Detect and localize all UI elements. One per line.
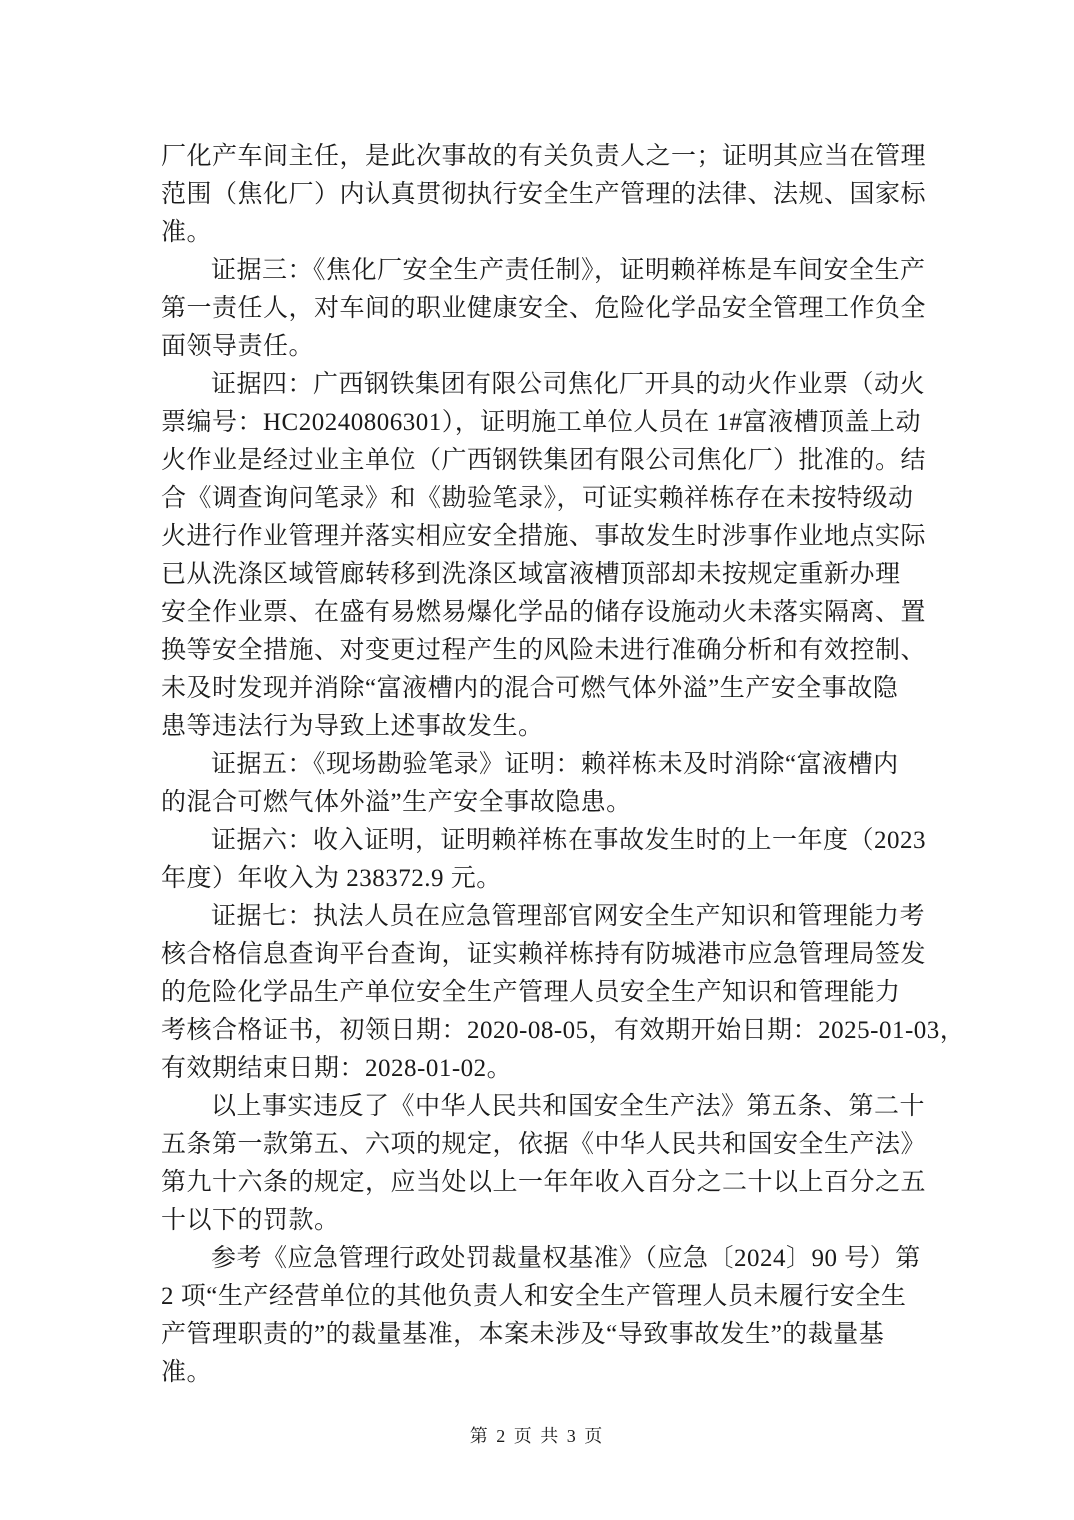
text-line: 厂化产车间主任，是此次事故的有关负责人之一；证明其应当在管理 [161,143,927,170]
paragraph [161,252,927,366]
text-line: 证据六：收入证明，证明赖祥栋在事故发生时的上一年度（2023 [211,827,927,854]
text-line: 证据三：《焦化厂安全生产责任制》，证明赖祥栋是车间安全生产 [211,257,926,284]
text-line: 的危险化学品生产单位安全生产管理人员安全生产知识和管理能力 [161,979,901,1006]
text-line: 范围（焦化厂）内认真贯彻执行安全生产管理的法律、法规、国家标 [161,181,927,208]
text-line: 患等违法行为导致上述事故发生。 [161,713,544,740]
text-line: 安全作业票、在盛有易燃易爆化学品的储存设施动火未落实隔离、置 [161,599,927,626]
text-line: 证据五：《现场勘验笔录》证明：赖祥栋未及时消除“富液槽内 [211,751,899,778]
page-footer [0,1422,1074,1450]
text-line: 2 项“生产经营单位的其他负责人和安全生产管理人员未履行安全生 [161,1283,907,1310]
text-line: 证据七：执法人员在应急管理部官网安全生产知识和管理能力考 [211,903,926,930]
text-line: 火进行作业管理并落实相应安全措施、事故发生时涉事作业地点实际 [161,523,927,550]
text-line: 准。 [161,1359,213,1386]
text-line: 年度）年收入为 238372.9 元。 [161,865,502,892]
text-line: 的混合可燃气体外溢”生产安全事故隐患。 [161,789,632,816]
paragraph [161,746,911,822]
text-line: 票编号：HC20240806301），证明施工单位人员在 1#富液槽顶盖上动 [161,409,921,436]
text-line: 第九十六条的规定，应当处以上一年年收入百分之二十以上百分之五 [161,1169,927,1196]
text-line: 参考《应急管理行政处罚裁量权基准》（应急〔2024〕90 号）第 [211,1245,921,1272]
text-line: 核合格信息查询平台查询，证实赖祥栋持有防城港市应急管理局签发 [161,941,927,968]
paragraph [161,822,927,898]
paragraph [161,898,966,1088]
text-line: 产管理职责的”的裁量基准，本案未涉及“导致事故发生”的裁量基 [161,1321,885,1348]
text-line: 有效期结束日期：2028-01-02。 [161,1055,513,1082]
text-line: 十以下的罚款。 [161,1207,340,1234]
document-body [161,138,966,1392]
text-line: 证据四：广西钢铁集团有限公司焦化厂开具的动火作业票（动火 [211,371,926,398]
text-line: 考核合格证书，初领日期：2020-08-05，有效期开始日期：2025-01-03， [161,1017,966,1044]
text-line: 未及时发现并消除“富液槽内的混合可燃气体外溢”生产安全事故隐 [161,675,899,702]
text-line: 五条第一款第五、六项的规定，依据《中华人民共和国安全生产法》 [161,1131,927,1158]
text-line: 已从洗涤区域管廊转移到洗涤区域富液槽顶部却未按规定重新办理 [161,561,901,588]
text-line: 以上事实违反了《中华人民共和国安全生产法》第五条、第二十 [211,1093,926,1120]
page-number: 第 2 页 共 3 页 [469,1426,605,1446]
paragraph [161,366,927,746]
text-line: 合《调查询问笔录》和《勘验笔录》，可证实赖祥栋存在未按特级动 [161,485,914,512]
paragraph [161,1088,927,1240]
text-line: 准。 [161,219,213,246]
paragraph [161,138,927,252]
text-line: 第一责任人，对车间的职业健康安全、危险化学品安全管理工作负全 [161,295,927,322]
text-line: 换等安全措施、对变更过程产生的风险未进行准确分析和有效控制、 [161,637,927,664]
text-line: 火作业是经过业主单位（广西钢铁集团有限公司焦化厂）批准的。结 [161,447,927,474]
paragraph [161,1240,921,1392]
text-line: 面领导责任。 [161,333,315,360]
